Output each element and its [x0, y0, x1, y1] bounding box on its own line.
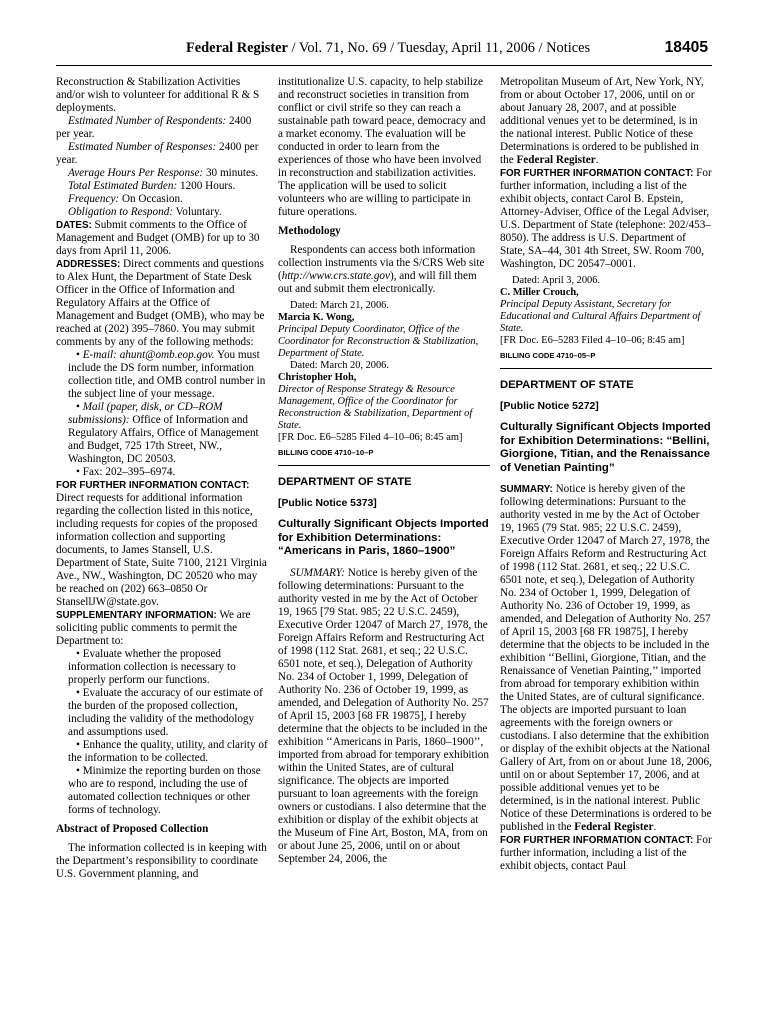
section-label: FOR FURTHER INFORMATION CONTACT:	[500, 168, 694, 179]
header-rule	[56, 65, 712, 66]
fax-bullet: • Fax: 202–395–6974.	[76, 466, 176, 478]
field-value: Voluntary.	[173, 206, 222, 218]
paragraph: institutionalize U.S. capacity, to help stabilize and reconstruct societies in transition from conflict or civil strife so they can reach a sustainable path toward peace, democracy and a market economy. The evaluation will be conducted in order to learn from the experiences of those who have been involved in reconstruction and stabilization activities. The application will be used to solicit volunteers who are willing to participate in future operations.	[278, 76, 486, 218]
methodology-paragraph	[278, 244, 490, 296]
column-1	[56, 76, 268, 881]
signer-title: Principal Deputy Assistant, Secretary for Educational and Cultural Affairs Department of State.	[500, 299, 701, 334]
summary-section	[500, 483, 712, 834]
section-divider	[278, 465, 490, 466]
fr-doc-line: [FR Doc. E6–5285 Filed 4–10–06; 8:45 am]	[278, 432, 463, 443]
bullet-label: E-mail: ahunt@omb.eop.gov.	[82, 349, 215, 361]
field-value: 1200 Hours.	[177, 180, 236, 192]
fr-doc-line: [FR Doc. E6–5283 Filed 4–10–06; 8:45 am]	[500, 335, 685, 346]
methodology-heading: Methodology	[278, 225, 341, 237]
text: Metropolitan Museum of Art, New York, NY, from or about October 17, 2006, until on or about January 28, 2007, and at possible additional venues yet to be determined, is in the national interest. Public Notice of these Determinations is ordered to be published in the	[500, 76, 704, 166]
obligation-line	[56, 206, 268, 219]
field-value: 2400 per year.	[56, 115, 252, 140]
field-value: On Occasion.	[119, 193, 183, 205]
federal-register-ref: Federal Register	[516, 154, 596, 166]
field-label: Average Hours Per Response:	[68, 167, 204, 179]
list-item: • Enhance the quality, utility, and clarity of the information to be collected.	[68, 739, 268, 764]
agency-heading: DEPARTMENT OF STATE	[278, 476, 412, 488]
section-text: Notice is hereby given of the following determinations: Pursuant to the authority vested in me by the Act of October 19, 1965 (79 Stat. 985; 22 U.S.C. 2459), Executive Order 12047 of March 27, 1978, the Foreign Affairs Reform and Restructuring Act of 1998 (112 Stat. 2681, et seq.; 22 U.S.C. 6501 note, et seq.), Delegation of Authority No. 234 of October 1, 1999, Delegation of Authority No. 236 of October 19, 1999, as amended, and Delegation of Authority No. 257 of April 15, 2003 [68 FR 19875], I hereby determine that the objects to be included in the exhibition ‘‘Bellini, Giorgione, Titian, and the Renaissance of Venetian Painting,’’ imported from abroad for temporary exhibition within the United States, are of cultural significance. The objects are imported pursuant to loan agreements with the foreign owners or custodians. I also determine that the exhibition or display of the exhibit objects at the National Gallery of Art, from on or about June 18, 2006, until on or about September 17, 2006, and at possible additional venues yet to be determined, is in the national interest. Public Notice of these Determinations is ordered to be published in the	[500, 483, 712, 833]
dated-line: Dated: April 3, 2006.	[512, 275, 601, 286]
list-item: • Evaluate the accuracy of our estimate of the burden of the proposed collection, including the validity of the methodology and assumptions used.	[68, 687, 263, 738]
paragraph: The information collected is in keeping with the Department’s responsibility to coordinate U.S. Government planning, and	[56, 842, 267, 880]
section-text: Notice is hereby given of the following determinations: Pursuant to the authority vested in me by the Act of October 19, 1965 [79 Stat. 985; 22 U.S.C. 2459), Executive Order 12047 of March 27, 1978, the Foreign Affairs Reform and Restructuring Act of 1998 (112 Stat. 2681, et seq.; 22 U.S.C. 6501 note, et seq.), Delegation of Authority No. 234 of October 1, 1999, Delegation of Authority No. 236 of October 19, 1999, as amended, and Delegation of Authority No. 257 of April 15, 2003 [68 FR 19875], I hereby determine that the objects to be included in the exhibition ‘‘Americans in Paris, 1860–1900’’, imported from abroad for temporary exhibition within the United States, are of cultural significance. The objects are imported pursuant to loan agreements with the foreign owners or custodians. I also determine that the exhibition or display of the exhibit objects at the Museum of Fine Art, Boston, MA, from on or about June 25, 2006, until on or about September 24, 2006, the	[278, 566, 489, 865]
section-label: FOR FURTHER INFORMATION CONTACT:	[56, 480, 250, 491]
bullet-text: Evaluate whether the proposed information collection is necessary to properly perform our functions.	[68, 648, 236, 686]
field-label: Obligation to Respond:	[68, 206, 174, 218]
bullet-text: Evaluate the accuracy of our estimate of the burden of the proposed collection, including the validity of the methodology and assumptions used.	[68, 687, 263, 738]
addresses-section	[56, 258, 268, 349]
section-text: We are soliciting public comments to permit the Department to:	[56, 609, 251, 647]
bullet-text: Minimize the reporting burden on those who are to respond, including the use of automated collection techniques or other forms of technology.	[68, 765, 261, 816]
agency-heading: DEPARTMENT OF STATE	[500, 379, 634, 391]
field-value: 30 minutes.	[203, 167, 259, 179]
section-text: Submit comments to the Office of Management and Budget (OMB) for up to 30 days from April 11, 2006.	[56, 219, 260, 257]
section-text: Direct requests for additional information regarding the collection listed in this notice, including requests for copies of the proposed information collection and supporting documents, to James Stansell, U.S. Department of State, Suite 7100, 2121 Virginia Ave., NW., Washington, DC 20520 who may be reached on (202) 663–0850 Or StansellJW@state.gov.	[56, 492, 267, 608]
bullet-text: Office of Information and Regulatory Affairs, Office of Management and Budget, 725 17th Street, NW., Washington, DC 20503.	[68, 414, 259, 465]
respondents-line	[56, 115, 268, 141]
text: Respondents can access both information collection instruments via the S/CRS Web site (	[278, 244, 485, 282]
signer-name: Marcia K. Wong,	[278, 312, 355, 323]
notice-title: Culturally Significant Objects Imported for Exhibition Determinations: “Bellini, Giorgione, Titian, and the Renaissance of Venetian Painting”	[500, 421, 711, 474]
dated-line: Dated: March 20, 2006.	[290, 360, 389, 371]
field-label: Estimated Number of Responses:	[68, 141, 217, 153]
page-number: 18405	[664, 39, 708, 56]
signer-title: Director of Response Strategy & Resource Management, Office of the Coordinator for Reconstruction & Stabilization, Department of State.	[278, 384, 473, 431]
section-text: For further information, including a list of the exhibit objects, contact Carol B. Epstein, Attorney-Adviser, Office of the Legal Adviser, U.S. Department of State (telephone: 202/453–8050). The address is U.S. Department of State, SA–44, 301 4th Street, SW. Room 700, Washington, DC 20547–0001.	[500, 167, 712, 270]
bullet-text: You must include the DS form number, information collection title, and OMB control number in the subject line of your message.	[68, 349, 266, 400]
field-label: Estimated Number of Respondents:	[68, 115, 227, 127]
public-notice-number: [Public Notice 5373]	[278, 498, 377, 509]
email-bullet: • E-mail: ahunt@omb.eop.gov. You must include the DS form number, information collection title, and OMB control number in the subject line of your message.	[68, 349, 266, 400]
signer-name: C. Miller Crouch,	[500, 287, 579, 298]
dated-line: Dated: March 21, 2006.	[290, 300, 389, 311]
notice-title: Culturally Significant Objects Imported for Exhibition Determinations: “Americans in Paris, 1860–1900”	[278, 518, 489, 557]
text: ), and will fill them out and submit them electronically.	[278, 270, 477, 295]
section-text: Direct comments and questions to Alex Hunt, the Department of State Desk Officer in the Office of Information and Regulatory Affairs at the Office of Management and Budget (OMB), who may be reached at (202) 395–7860. You may submit comments by any of the following methods:	[56, 258, 265, 348]
frequency-line	[56, 193, 268, 206]
billing-code: BILLING CODE 4710–10–P	[278, 448, 374, 457]
bullet-text: Enhance the quality, utility, and clarity of the information to be collected.	[68, 739, 268, 764]
header-citation	[186, 40, 590, 57]
paragraph: Reconstruction & Stabilization Activities and/or wish to volunteer for additional R & S deployments.	[56, 76, 260, 114]
journal-name: Federal Register	[186, 40, 288, 56]
list-item: • Evaluate whether the proposed information collection is necessary to properly perform our functions.	[68, 648, 236, 686]
public-notice-number: [Public Notice 5272]	[500, 401, 599, 412]
mail-bullet: • Mail (paper, disk, or CD–ROM submissions): Office of Information and Regulatory Affairs, Office of Management and Budget, 725 17th Street, NW., Washington, DC 20503.	[68, 401, 259, 465]
text: .	[595, 154, 599, 166]
dates-section	[56, 219, 268, 258]
column-3	[500, 76, 712, 873]
signer-title: Principal Deputy Coordinator, Office of the Coordinator for Reconstruction & Stabilization, Department of State.	[278, 324, 479, 359]
section-label: SUMMARY:	[500, 484, 553, 495]
website-link[interactable]: http://www.crs.state.gov	[281, 270, 390, 282]
further-info-section	[56, 479, 268, 609]
billing-code: BILLING CODE 4710–05–P	[500, 351, 596, 360]
responses-line	[56, 141, 268, 167]
paragraph	[500, 76, 712, 167]
signer-name: Christopher Hoh,	[278, 372, 357, 383]
field-value: 2400 per year.	[56, 141, 259, 166]
field-label: Total Estimated Burden:	[68, 180, 178, 192]
section-divider	[500, 368, 712, 369]
federal-register-ref: Federal Register	[574, 821, 654, 833]
further-info-section	[500, 167, 712, 271]
running-header	[56, 30, 712, 60]
supplementary-section	[56, 609, 268, 648]
bullet-text: Fax: 202–395–6974.	[82, 466, 176, 478]
field-label: Frequency:	[68, 193, 120, 205]
hours-line	[56, 167, 268, 180]
further-info-section	[500, 834, 712, 873]
bullet-label: Mail (paper, disk, or CD–ROM submissions):	[68, 401, 223, 426]
section-text: For further information, including a list of the exhibit objects, contact Paul	[500, 834, 712, 872]
section-label: SUMMARY:	[290, 566, 345, 579]
summary-section	[278, 567, 490, 866]
section-label: FOR FURTHER INFORMATION CONTACT:	[500, 835, 694, 846]
column-2	[278, 76, 490, 866]
section-text: .	[653, 821, 657, 833]
abstract-heading: Abstract of Proposed Collection	[56, 823, 209, 835]
burden-line	[56, 180, 268, 193]
section-label: SUPPLEMENTARY INFORMATION:	[56, 610, 217, 621]
section-label: ADDRESSES:	[56, 259, 121, 270]
issue-citation: / Vol. 71, No. 69 / Tuesday, April 11, 2006 / Notices	[287, 40, 591, 56]
section-label: DATES:	[56, 220, 92, 231]
list-item: • Minimize the reporting burden on those who are to respond, including the use of automated collection techniques or other forms of technology.	[68, 765, 261, 816]
